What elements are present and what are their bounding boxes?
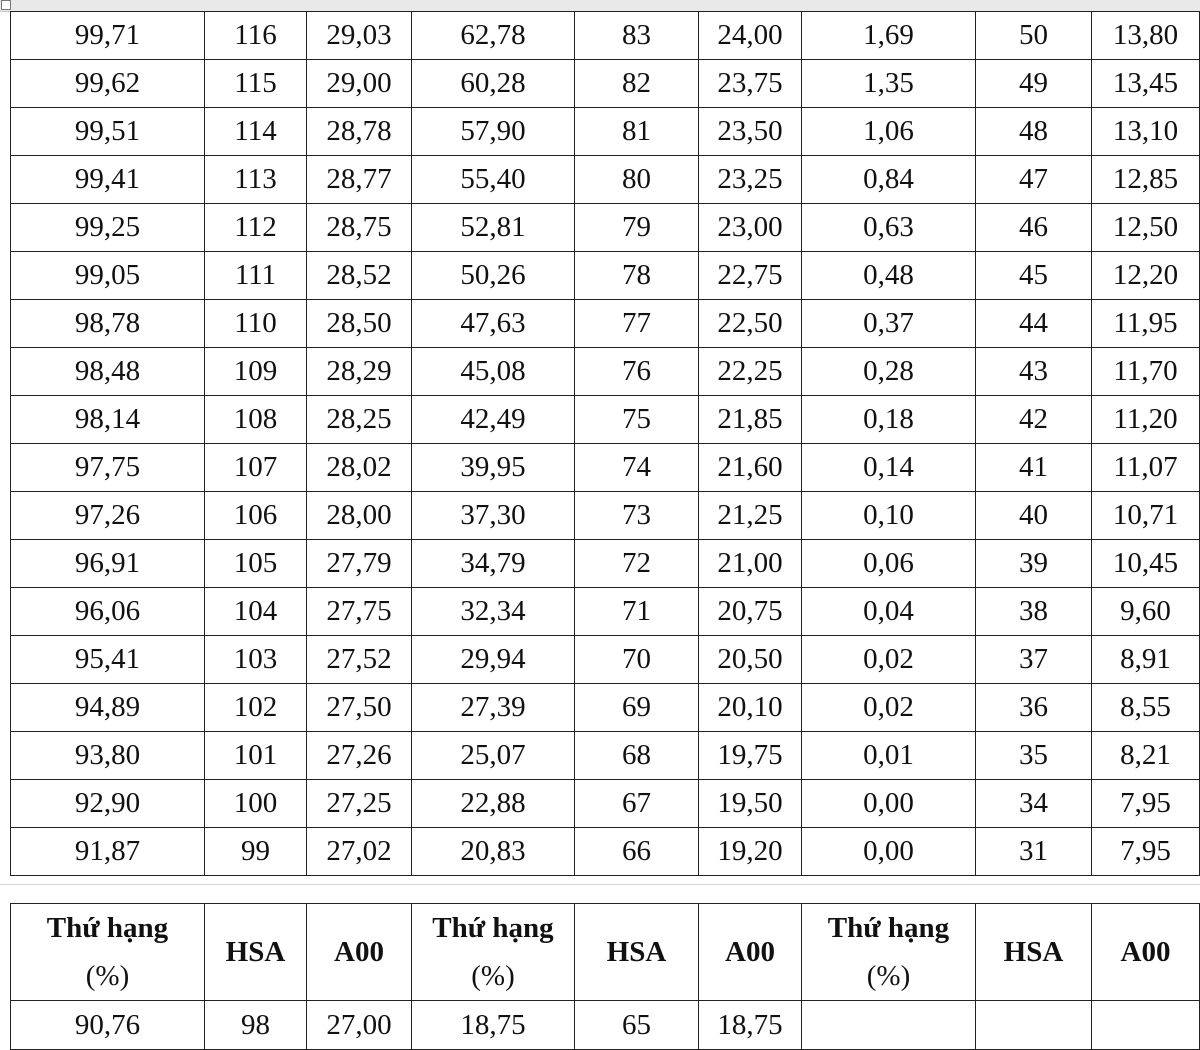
table-cell: 81 (575, 108, 699, 156)
table-cell: 75 (575, 396, 699, 444)
table-row (11, 12, 1200, 60)
column-header-unit: (%) (471, 960, 515, 992)
table-cell: 108 (205, 396, 307, 444)
column-header-label: HSA (1003, 936, 1064, 968)
table-cell: 23,00 (699, 204, 802, 252)
column-header-label: A00 (1120, 936, 1171, 968)
table-cell: 38 (976, 588, 1092, 636)
table-cell: 24,00 (699, 12, 802, 60)
table-cell: 13,10 (1092, 108, 1200, 156)
table-cell: 112 (205, 204, 307, 252)
table-row (11, 492, 1200, 540)
table-cell: 46 (976, 204, 1092, 252)
table-cell: 28,78 (307, 108, 412, 156)
table-cell: 0,00 (802, 780, 976, 828)
table-cell: 47 (976, 156, 1092, 204)
table-cell: 96,06 (11, 588, 205, 636)
table-cell: 110 (205, 300, 307, 348)
table-cell: 10,71 (1092, 492, 1200, 540)
header-row (11, 904, 1200, 1001)
table-cell: 29,03 (307, 12, 412, 60)
table-move-handle-icon[interactable] (1, 0, 11, 10)
table-cell: 28,77 (307, 156, 412, 204)
table-cell: 22,25 (699, 348, 802, 396)
table-cell: 12,85 (1092, 156, 1200, 204)
table-cell: 8,21 (1092, 732, 1200, 780)
table-cell: 92,90 (11, 780, 205, 828)
table-cell: 72 (575, 540, 699, 588)
table-cell: 0,10 (802, 492, 976, 540)
table-row (11, 60, 1200, 108)
table-cell: 0,48 (802, 252, 976, 300)
table-cell: 23,75 (699, 60, 802, 108)
table-cell: 114 (205, 108, 307, 156)
table-cell (1092, 1001, 1200, 1050)
table-cell: 76 (575, 348, 699, 396)
table-row (11, 396, 1200, 444)
table-cell: 35 (976, 732, 1092, 780)
table-cell: 25,07 (412, 732, 575, 780)
table-cell: 19,75 (699, 732, 802, 780)
table-cell: 49 (976, 60, 1092, 108)
table-cell: 32,34 (412, 588, 575, 636)
table-cell: 73 (575, 492, 699, 540)
table-cell: 28,00 (307, 492, 412, 540)
table-cell: 21,85 (699, 396, 802, 444)
table-cell: 37 (976, 636, 1092, 684)
table-cell: 28,02 (307, 444, 412, 492)
table-cell: 20,75 (699, 588, 802, 636)
column-header-label: Thứ hạng (827, 912, 950, 944)
table-cell: 29,94 (412, 636, 575, 684)
table-cell: 80 (575, 156, 699, 204)
table-row (11, 444, 1200, 492)
table-cell: 27,79 (307, 540, 412, 588)
table-separator (0, 884, 1200, 903)
column-header (307, 904, 412, 1001)
table-cell: 0,84 (802, 156, 976, 204)
table-row (11, 684, 1200, 732)
table-cell: 27,25 (307, 780, 412, 828)
table-cell: 99,62 (11, 60, 205, 108)
table-cell: 98 (205, 1001, 307, 1050)
table-cell: 106 (205, 492, 307, 540)
table-cell: 71 (575, 588, 699, 636)
table-cell: 27,75 (307, 588, 412, 636)
table-cell: 28,52 (307, 252, 412, 300)
table-cell: 12,50 (1092, 204, 1200, 252)
table-cell: 18,75 (699, 1001, 802, 1050)
table-cell: 42,49 (412, 396, 575, 444)
table-cell: 22,50 (699, 300, 802, 348)
table-cell: 107 (205, 444, 307, 492)
table-cell: 11,70 (1092, 348, 1200, 396)
table-cell: 98,14 (11, 396, 205, 444)
column-header-label: HSA (606, 936, 667, 968)
table-cell: 66 (575, 828, 699, 876)
table-row (11, 636, 1200, 684)
table-cell: 0,02 (802, 636, 976, 684)
table-cell: 105 (205, 540, 307, 588)
table-cell: 90,76 (11, 1001, 205, 1050)
table-row (11, 540, 1200, 588)
column-header-label: Thứ hạng (46, 912, 169, 944)
table-cell: 109 (205, 348, 307, 396)
table-cell: 20,10 (699, 684, 802, 732)
table-cell: 96,91 (11, 540, 205, 588)
column-header-label: A00 (725, 936, 775, 968)
table-cell: 29,00 (307, 60, 412, 108)
table-cell: 23,25 (699, 156, 802, 204)
table-cell: 48 (976, 108, 1092, 156)
table-cell: 18,75 (412, 1001, 575, 1050)
table-cell: 12,20 (1092, 252, 1200, 300)
table-cell: 39 (976, 540, 1092, 588)
table-cell: 55,40 (412, 156, 575, 204)
table-cell: 79 (575, 204, 699, 252)
table-cell: 116 (205, 12, 307, 60)
table-row (11, 732, 1200, 780)
column-header (1092, 904, 1200, 1001)
table-cell: 111 (205, 252, 307, 300)
table-cell: 0,63 (802, 204, 976, 252)
table-cell: 28,75 (307, 204, 412, 252)
table-cell: 36 (976, 684, 1092, 732)
table-row (11, 300, 1200, 348)
table-cell: 28,29 (307, 348, 412, 396)
table-cell: 39,95 (412, 444, 575, 492)
table-cell: 82 (575, 60, 699, 108)
table-cell: 67 (575, 780, 699, 828)
table-cell: 47,63 (412, 300, 575, 348)
table-cell: 45 (976, 252, 1092, 300)
column-header-label: Thứ hạng (432, 912, 554, 944)
table-cell: 97,26 (11, 492, 205, 540)
table-cell: 70 (575, 636, 699, 684)
table-cell: 104 (205, 588, 307, 636)
table-cell: 27,50 (307, 684, 412, 732)
table-cell: 23,50 (699, 108, 802, 156)
table-cell: 78 (575, 252, 699, 300)
table-cell: 0,04 (802, 588, 976, 636)
table-cell: 1,06 (802, 108, 976, 156)
table-cell: 8,55 (1092, 684, 1200, 732)
table-cell: 27,02 (307, 828, 412, 876)
table-cell: 10,45 (1092, 540, 1200, 588)
column-header (205, 904, 307, 1001)
table-cell: 13,80 (1092, 12, 1200, 60)
table-cell: 31 (976, 828, 1092, 876)
table-cell: 45,08 (412, 348, 575, 396)
table-cell: 60,28 (412, 60, 575, 108)
table-cell: 102 (205, 684, 307, 732)
table-cell: 0,00 (802, 828, 976, 876)
table-cell: 0,14 (802, 444, 976, 492)
table-cell: 20,50 (699, 636, 802, 684)
table-cell: 27,39 (412, 684, 575, 732)
column-header (11, 904, 205, 1001)
table-cell: 1,35 (802, 60, 976, 108)
table-cell: 42 (976, 396, 1092, 444)
table-cell: 19,20 (699, 828, 802, 876)
table-cell: 0,37 (802, 300, 976, 348)
table-cell: 11,20 (1092, 396, 1200, 444)
table-row (11, 780, 1200, 828)
table-cell: 22,75 (699, 252, 802, 300)
score-table-bottom-body (11, 1001, 1200, 1050)
table-row (11, 348, 1200, 396)
table-cell: 52,81 (412, 204, 575, 252)
table-cell: 37,30 (412, 492, 575, 540)
column-header-unit: (%) (85, 960, 130, 992)
table-cell: 34 (976, 780, 1092, 828)
table-row (11, 108, 1200, 156)
column-header (412, 904, 575, 1001)
table-cell: 7,95 (1092, 828, 1200, 876)
table-cell: 27,26 (307, 732, 412, 780)
table-cell: 74 (575, 444, 699, 492)
column-header (802, 904, 976, 1001)
table-cell: 19,50 (699, 780, 802, 828)
column-header-label: A00 (334, 936, 384, 968)
table-cell: 21,25 (699, 492, 802, 540)
table-cell: 27,52 (307, 636, 412, 684)
table-cell: 103 (205, 636, 307, 684)
column-header (976, 904, 1092, 1001)
table-cell: 34,79 (412, 540, 575, 588)
table-cell: 27,00 (307, 1001, 412, 1050)
table-cell: 21,00 (699, 540, 802, 588)
table-row (11, 1001, 1200, 1050)
table-cell: 93,80 (11, 732, 205, 780)
column-header (699, 904, 802, 1001)
table-cell: 13,45 (1092, 60, 1200, 108)
table-cell: 7,95 (1092, 780, 1200, 828)
table-row (11, 828, 1200, 876)
score-table-bottom (10, 903, 1200, 1050)
table-cell: 113 (205, 156, 307, 204)
table-cell: 91,87 (11, 828, 205, 876)
table-cell: 99,71 (11, 12, 205, 60)
table-cell: 28,50 (307, 300, 412, 348)
table-cell: 43 (976, 348, 1092, 396)
table-cell: 99,25 (11, 204, 205, 252)
table-cell: 97,75 (11, 444, 205, 492)
table-cell: 68 (575, 732, 699, 780)
table-cell (802, 1001, 976, 1050)
table-cell: 115 (205, 60, 307, 108)
table-cell: 99 (205, 828, 307, 876)
table-row (11, 588, 1200, 636)
table-cell: 1,69 (802, 12, 976, 60)
table-cell: 98,78 (11, 300, 205, 348)
table-row (11, 252, 1200, 300)
table-cell: 0,18 (802, 396, 976, 444)
table-cell: 95,41 (11, 636, 205, 684)
table-cell: 99,05 (11, 252, 205, 300)
table-row (11, 156, 1200, 204)
table-cell: 94,89 (11, 684, 205, 732)
table-row (11, 204, 1200, 252)
table-cell: 50,26 (412, 252, 575, 300)
table-cell: 22,88 (412, 780, 575, 828)
table-cell: 41 (976, 444, 1092, 492)
table-cell: 11,07 (1092, 444, 1200, 492)
table-cell: 0,28 (802, 348, 976, 396)
table-cell: 21,60 (699, 444, 802, 492)
table-cell: 11,95 (1092, 300, 1200, 348)
table-cell: 62,78 (412, 12, 575, 60)
column-header-label: HSA (225, 936, 286, 968)
table-cell: 9,60 (1092, 588, 1200, 636)
column-header-unit: (%) (866, 960, 911, 992)
table-cell: 77 (575, 300, 699, 348)
table-cell: 101 (205, 732, 307, 780)
table-cell: 8,91 (1092, 636, 1200, 684)
table-cell: 65 (575, 1001, 699, 1050)
table-cell: 28,25 (307, 396, 412, 444)
score-table-top-body (11, 12, 1200, 876)
table-cell: 69 (575, 684, 699, 732)
table-cell: 99,51 (11, 108, 205, 156)
table-cell: 57,90 (412, 108, 575, 156)
table-cell: 100 (205, 780, 307, 828)
table-cell: 20,83 (412, 828, 575, 876)
column-header (575, 904, 699, 1001)
table-cell: 0,02 (802, 684, 976, 732)
table-cell: 44 (976, 300, 1092, 348)
table-cell: 40 (976, 492, 1092, 540)
table-cell: 83 (575, 12, 699, 60)
table-cell: 50 (976, 12, 1092, 60)
table-cell (976, 1001, 1092, 1050)
table-cell: 0,06 (802, 540, 976, 588)
score-table-top (10, 11, 1200, 876)
table-cell: 98,48 (11, 348, 205, 396)
table-cell: 99,41 (11, 156, 205, 204)
table-cell: 0,01 (802, 732, 976, 780)
